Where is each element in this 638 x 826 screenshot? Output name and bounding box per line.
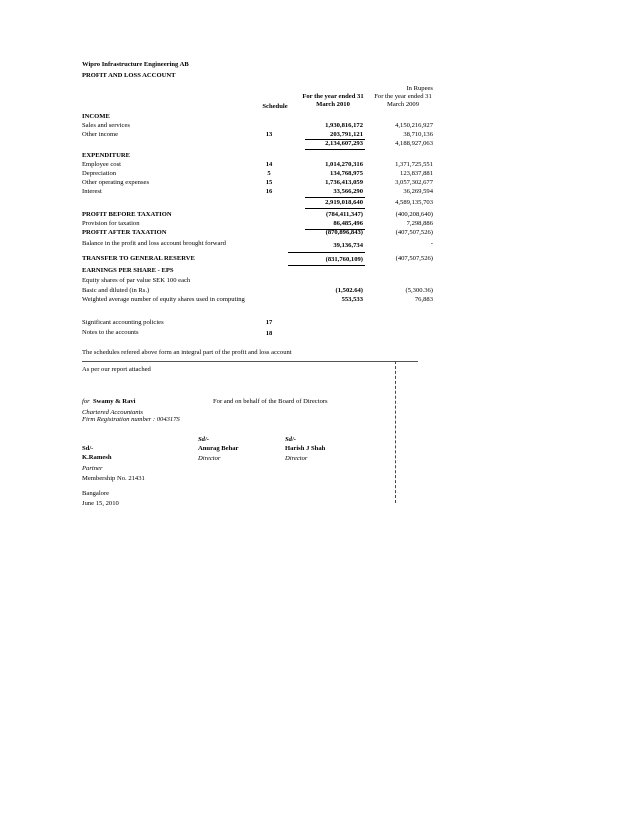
signer1-name: K.Ramesh [82, 454, 112, 461]
pat-label: PROFIT AFTER TAXATION [82, 229, 167, 236]
signer2-name: Anurag Behar [198, 445, 239, 452]
eps-weighted-cur: 553,533 [341, 296, 363, 303]
auditor-name: Swamy & Ravi [93, 398, 136, 405]
signature-top-rule [82, 361, 418, 362]
pat-cur: (870,896,843) [325, 229, 363, 236]
firm-registration: Firm Registration number : 004317S [82, 416, 180, 423]
transfer-underline [288, 265, 365, 266]
expenditure-row-prev: 3,057,302,677 [395, 179, 433, 186]
note-schedule: 18 [265, 330, 273, 337]
report-line: As per our report attached [82, 366, 151, 373]
expenditure-row-prev: 123,837,881 [400, 170, 433, 177]
expenditure-row-cur: 1,736,413,059 [325, 179, 363, 186]
for-word: for [82, 398, 90, 405]
income-heading: INCOME [82, 113, 110, 120]
income-row-label: Other income [82, 131, 119, 138]
expenditure-total-prev: 4,589,135,703 [395, 199, 433, 206]
note-label: Notes to the accounts [82, 329, 139, 336]
firm-type: Chartered Accountants [82, 409, 143, 416]
eps-basic-cur: (1,502.64) [335, 287, 363, 294]
statement-title: PROFIT AND LOSS ACCOUNT [82, 72, 176, 79]
signature-box-border [395, 361, 396, 503]
cur-col-header-1: For the year ended 31 [302, 93, 364, 100]
board-on-behalf: For and on behalf of the Board of Directors [213, 398, 328, 405]
expenditure-heading: EXPENDITURE [82, 152, 130, 159]
expenditure-row-schedule: 14 [265, 161, 273, 168]
eps-weighted-prev: 76,883 [414, 296, 433, 303]
expenditure-row-cur: 1,014,270,316 [325, 161, 363, 168]
pbt-label: PROFIT BEFORE TAXATION [82, 211, 172, 218]
schedules-note: The schedules refered above form an integral part of the profit and loss account [82, 349, 292, 356]
expenditure-row-cur: 33,566,290 [333, 188, 363, 195]
place: Bangalore [82, 490, 110, 497]
income-row-schedule: 13 [265, 131, 273, 138]
sd-mark-1: Sd/- [198, 436, 209, 443]
expenditure-row-cur: 134,768,975 [330, 170, 363, 177]
income-row-label: Sales and services [82, 122, 130, 129]
expenditure-total-rule [305, 197, 365, 198]
income-row-prev: 4,150,216,927 [395, 122, 433, 129]
signer3-role: Director [285, 455, 308, 462]
income-total-underline [305, 149, 365, 150]
sd-mark-2: Sd/- [285, 436, 296, 443]
signer3-name: Harish J Shah [285, 445, 326, 452]
income-total-cur: 2,134,607,293 [325, 140, 363, 147]
sd-mark-3: Sd/- [82, 445, 94, 452]
expenditure-row-label: Other operating expenses [82, 179, 150, 186]
income-row-cur: 1,930,816,172 [325, 122, 363, 129]
eps-basic-prev: (5,300.36) [405, 287, 433, 294]
date: June 15, 2010 [82, 500, 119, 507]
expenditure-row-label: Interest [82, 188, 102, 195]
transfer-label: TRANSFER TO GENERAL RESERVE [82, 255, 195, 262]
pat-prev: (407,507,526) [395, 229, 433, 236]
income-total-prev: 4,188,927,063 [395, 140, 433, 147]
cur-col-header-2: March 2010 [316, 101, 350, 108]
eps-basic-label: Basic and diluted (in Rs.) [82, 287, 150, 294]
expenditure-total-underline [305, 208, 365, 209]
balance-bf-prev: - [430, 240, 433, 247]
expenditure-row-label: Depreciation [82, 170, 117, 177]
expenditure-row-schedule: 16 [265, 188, 273, 195]
membership-number: Membership No. 21431 [82, 475, 145, 482]
balance-bf-label: Balance in the profit and loss account brought forward [82, 240, 226, 247]
balance-rule [288, 252, 365, 253]
tax-label: Provision for taxation [82, 220, 140, 227]
expenditure-row-prev: 1,371,725,551 [395, 161, 433, 168]
prev-col-header-1: For the year ended 31 [374, 93, 432, 100]
currency-note: In Rupees [406, 85, 433, 92]
expenditure-row-label: Employee cost [82, 161, 122, 168]
expenditure-row-schedule: 15 [265, 179, 273, 186]
transfer-cur: (831,760,109) [325, 256, 363, 263]
eps-weighted-label: Weighted average number of equity shares used in computing [82, 296, 245, 303]
transfer-prev: (407,507,526) [395, 255, 433, 262]
tax-cur: 86,485,496 [333, 220, 363, 227]
pbt-cur: (784,411,347) [326, 211, 363, 218]
income-row-prev: 38,710,136 [403, 131, 433, 138]
signer2-role: Director [198, 455, 221, 462]
prev-col-header-2: March 2009 [386, 101, 420, 108]
tax-prev: 7,298,886 [406, 220, 433, 227]
eps-par-line: Equity shares of par value SEK 100 each [82, 277, 191, 284]
pbt-prev: (400,208,640) [395, 211, 433, 218]
note-schedule: 17 [265, 319, 273, 326]
expenditure-total-cur: 2,919,018,640 [325, 199, 363, 206]
schedule-col-header: Schedule [262, 103, 288, 110]
note-label: Significant accounting policies [82, 319, 164, 326]
income-row-cur: 203,791,121 [330, 131, 363, 138]
company-name: Wipro Infrastructure Engineering AB [82, 61, 189, 68]
signer1-role: Partner [82, 465, 103, 472]
balance-bf-cur: 39,136,734 [333, 242, 363, 249]
expenditure-row-schedule: 5 [267, 170, 271, 177]
eps-heading: EARNINGS PER SHARE - EPS [82, 267, 174, 274]
expenditure-row-prev: 36,269,594 [403, 188, 433, 195]
